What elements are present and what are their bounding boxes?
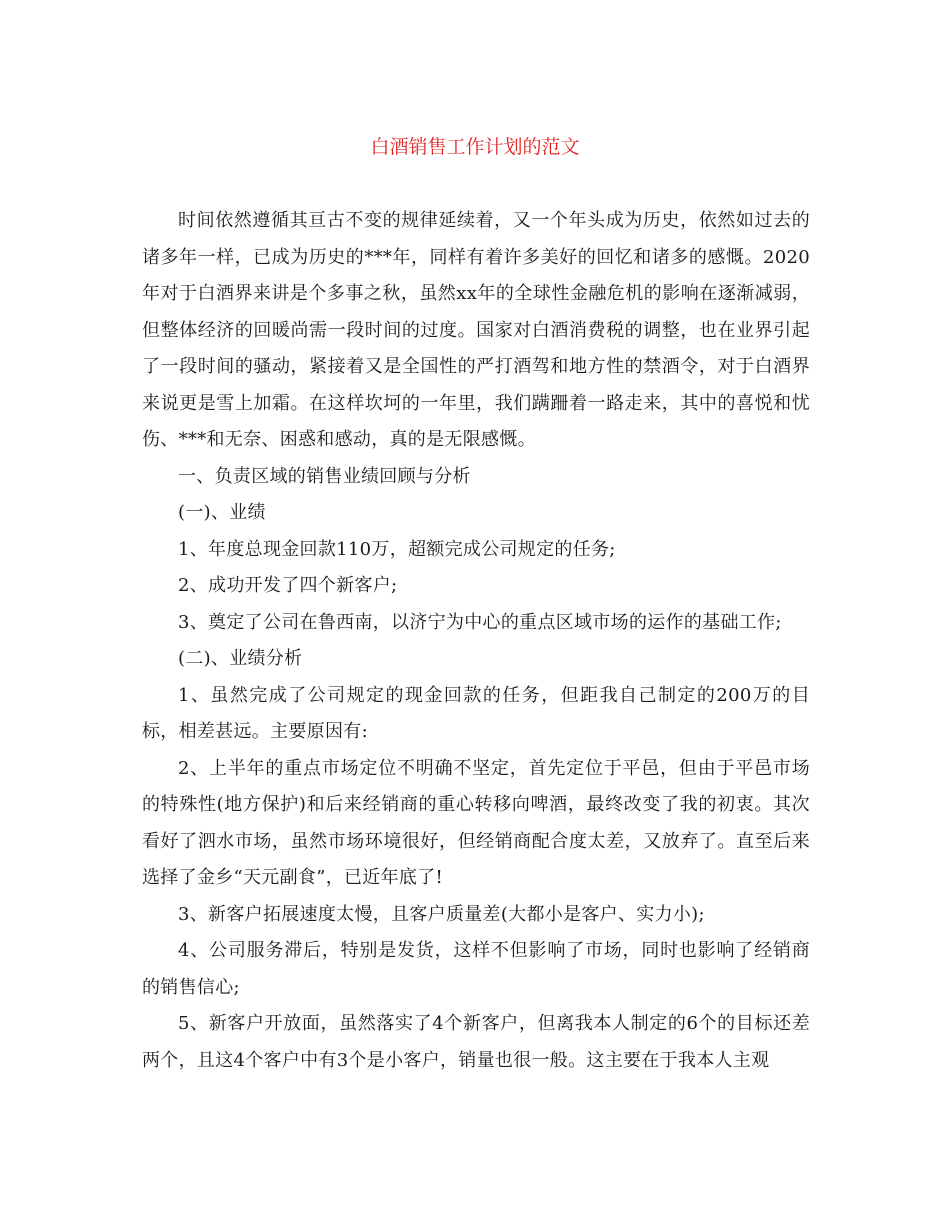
list-item: 2、上半年的重点市场定位不明确不坚定，首先定位于平邑，但由于平邑市场的特殊性(地方保护)和后来经销商的重心转移向啤酒，最终改变了我的初衷。其次看好了泗水市场，虽然市场环境很好，但经销商配合度太差，又放弃了。直至后来选择了金乡“天元副食”，已近年底了! [142, 757, 810, 888]
list-item: 3、奠定了公司在鲁西南，以济宁为中心的重点区域市场的运作的基础工作; [178, 611, 782, 633]
list-item: 2、成功开发了四个新客户; [178, 575, 398, 596]
list-item: 4、公司服务滞后，特别是发货，这样不但影响了市场，同时也影响了经销商的销售信心; [142, 940, 810, 998]
document-title: 白酒销售工作计划的范文 [370, 136, 580, 158]
document-body [142, 203, 810, 1079]
subsection-heading: (二)、业绩分析 [178, 648, 303, 669]
subsection-heading: (一)、业绩 [178, 502, 266, 523]
list-item: 5、新客户开放面，虽然落实了4个新客户，但离我本人制定的6个的目标还差两个，且这4个客户中有3个是小客户，销量也很一般。这主要在于我本人主观 [142, 1013, 810, 1071]
section-heading: 一、负责区域的销售业绩回顾与分析 [178, 465, 471, 487]
list-item: 3、新客户拓展速度太慢，且客户质量差(大都小是客户、实力小); [178, 903, 705, 925]
list-item: 1、年度总现金回款110万，超额完成公司规定的任务; [178, 538, 616, 560]
list-item: 1、虽然完成了公司规定的现金回款的任务，但距我自己制定的200万的目标，相差甚远。主要原因有: [142, 684, 810, 742]
intro-paragraph: 时间依然遵循其亘古不变的规律延续着，又一个年头成为历史，依然如过去的诸多年一样，已成为历史的***年，同样有着许多美好的回忆和诸多的感慨。2020年对于白酒界来讲是个多事之秋，虽然xx年的全球性金融危机的影响在逐渐减弱，但整体经济的回暖尚需一段时间的过度。国家对白酒消费税的调整，也在业界引起了一段时间的骚动，紧接着又是全国性的严打酒驾和地方性的禁酒令，对于白酒界来说更是雪上加霜。在这样坎坷的一年里，我们蹒跚着一路走来，其中的喜悦和忧伤、***和无奈、困惑和感动，真的是无限感慨。 [142, 210, 810, 450]
